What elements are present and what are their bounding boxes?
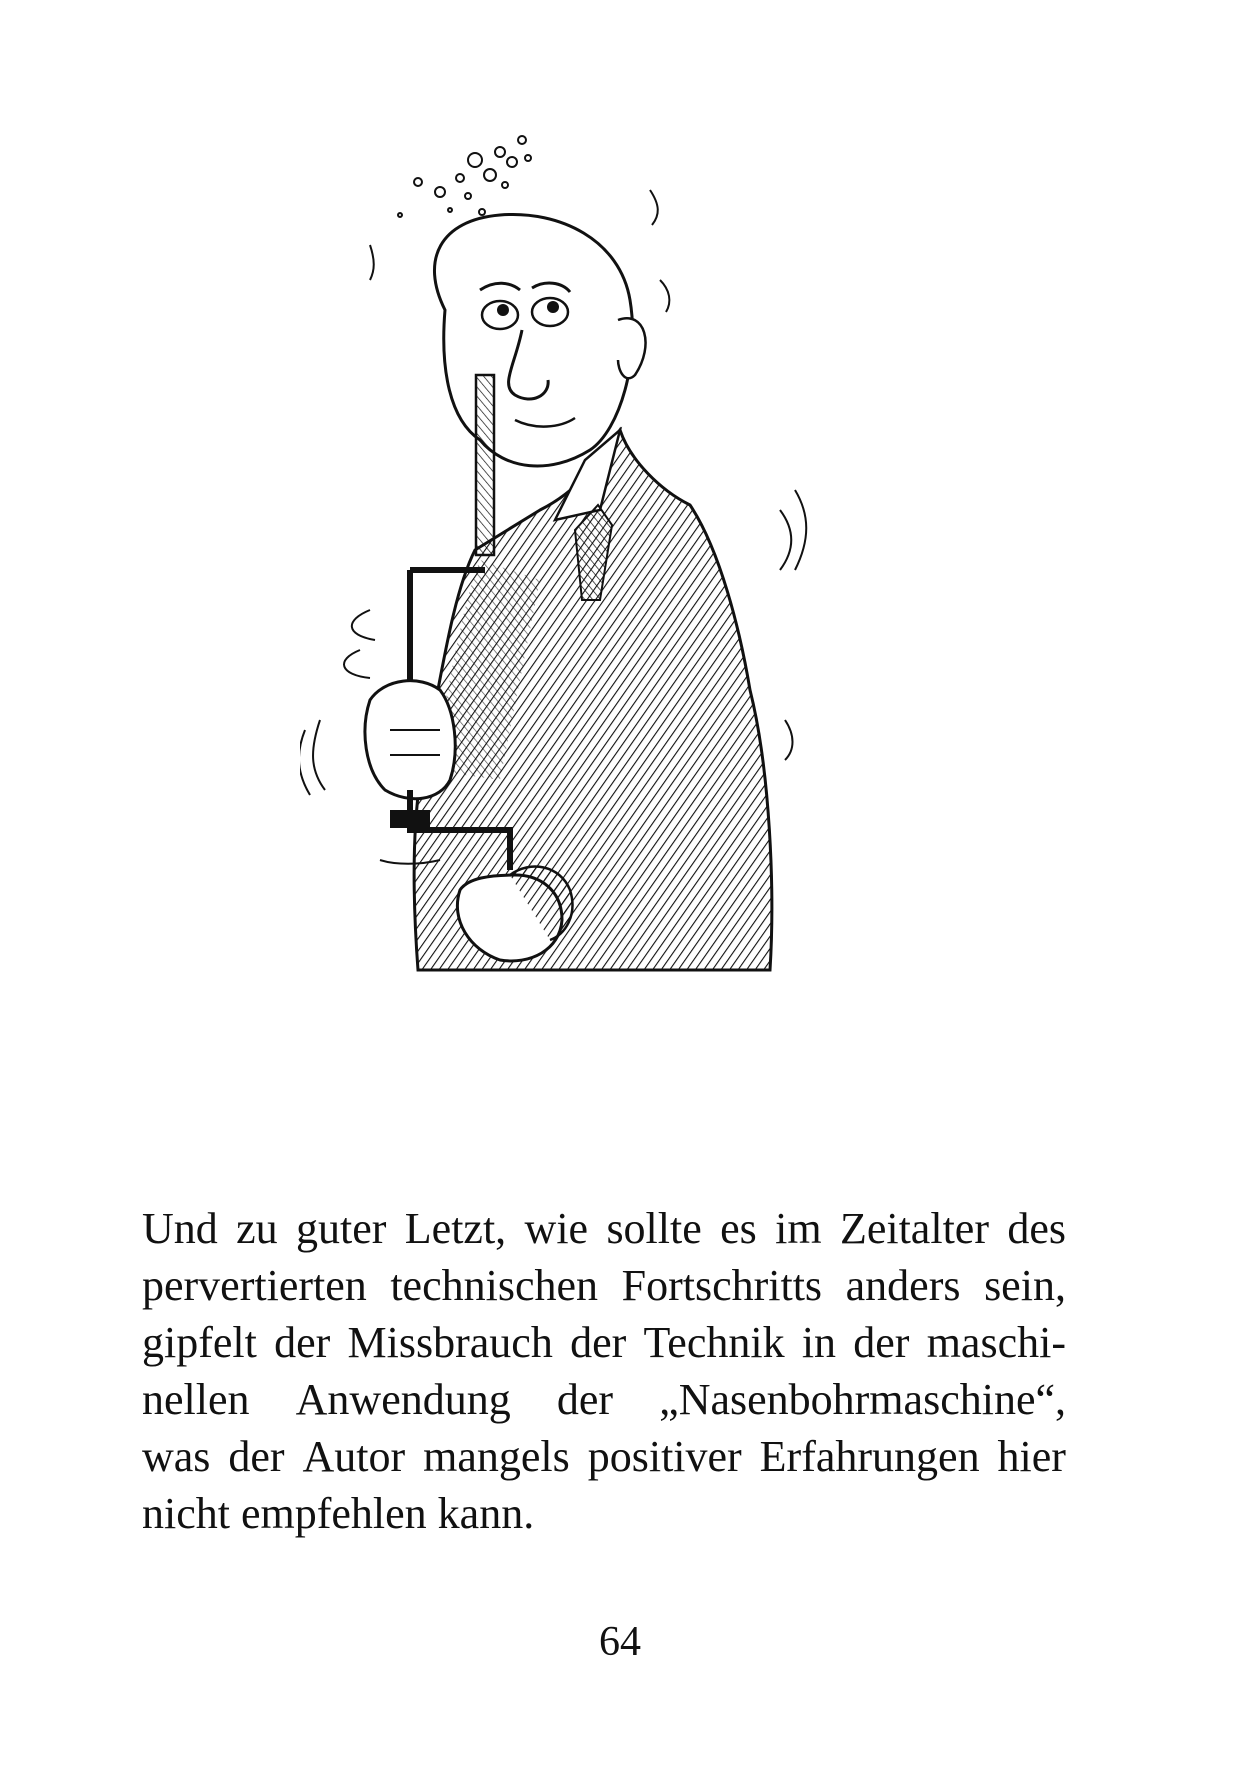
word: Zeitalter [839,1204,989,1253]
word: der [228,1432,285,1481]
word: was [142,1432,211,1481]
word: guter [296,1204,387,1253]
word: der [556,1375,614,1424]
word: mangels [423,1432,570,1481]
word: Und [142,1204,218,1253]
word: in [801,1318,837,1367]
word: Autor [302,1432,406,1481]
word: sollte [606,1204,702,1253]
word: der [274,1318,331,1367]
illustration-drawing [300,130,940,1090]
body-paragraph [142,1200,1066,1542]
word: Erfahrungen [759,1432,980,1481]
word: Technik [643,1318,785,1367]
word: des [1007,1204,1066,1253]
word: im [775,1204,822,1253]
bubbles-icon [398,136,531,217]
word: gipfelt [142,1318,257,1367]
word: technischen [390,1261,599,1310]
text-line-1 [142,1200,1066,1257]
word: Fortschritts [621,1261,823,1310]
word: der [570,1318,627,1367]
page-number: 64 [599,1619,641,1665]
text-line-5 [142,1428,1066,1485]
text-line-2 [142,1257,1066,1314]
word: „Nasenbohrmaschine“, [659,1375,1066,1424]
cartoon-illustration [300,130,940,1090]
word: nicht empfehlen kann. [142,1489,535,1538]
word: Missbrauch [347,1318,553,1367]
word: wie [524,1204,589,1253]
word: anders [845,1261,961,1310]
word: Anwendung [295,1375,511,1424]
word: zu [236,1204,278,1253]
word: positiver [587,1432,742,1481]
word: pervertierten [142,1261,367,1310]
word: es [720,1204,757,1253]
text-line-3 [142,1314,1066,1371]
text-line-4 [142,1371,1066,1428]
word: Letzt, [404,1204,507,1253]
word: der [853,1318,910,1367]
word: hier [997,1432,1066,1481]
word: maschi- [926,1318,1066,1367]
text-line-6 [142,1485,1066,1542]
word: sein, [984,1261,1066,1310]
word: nellen [142,1375,250,1424]
